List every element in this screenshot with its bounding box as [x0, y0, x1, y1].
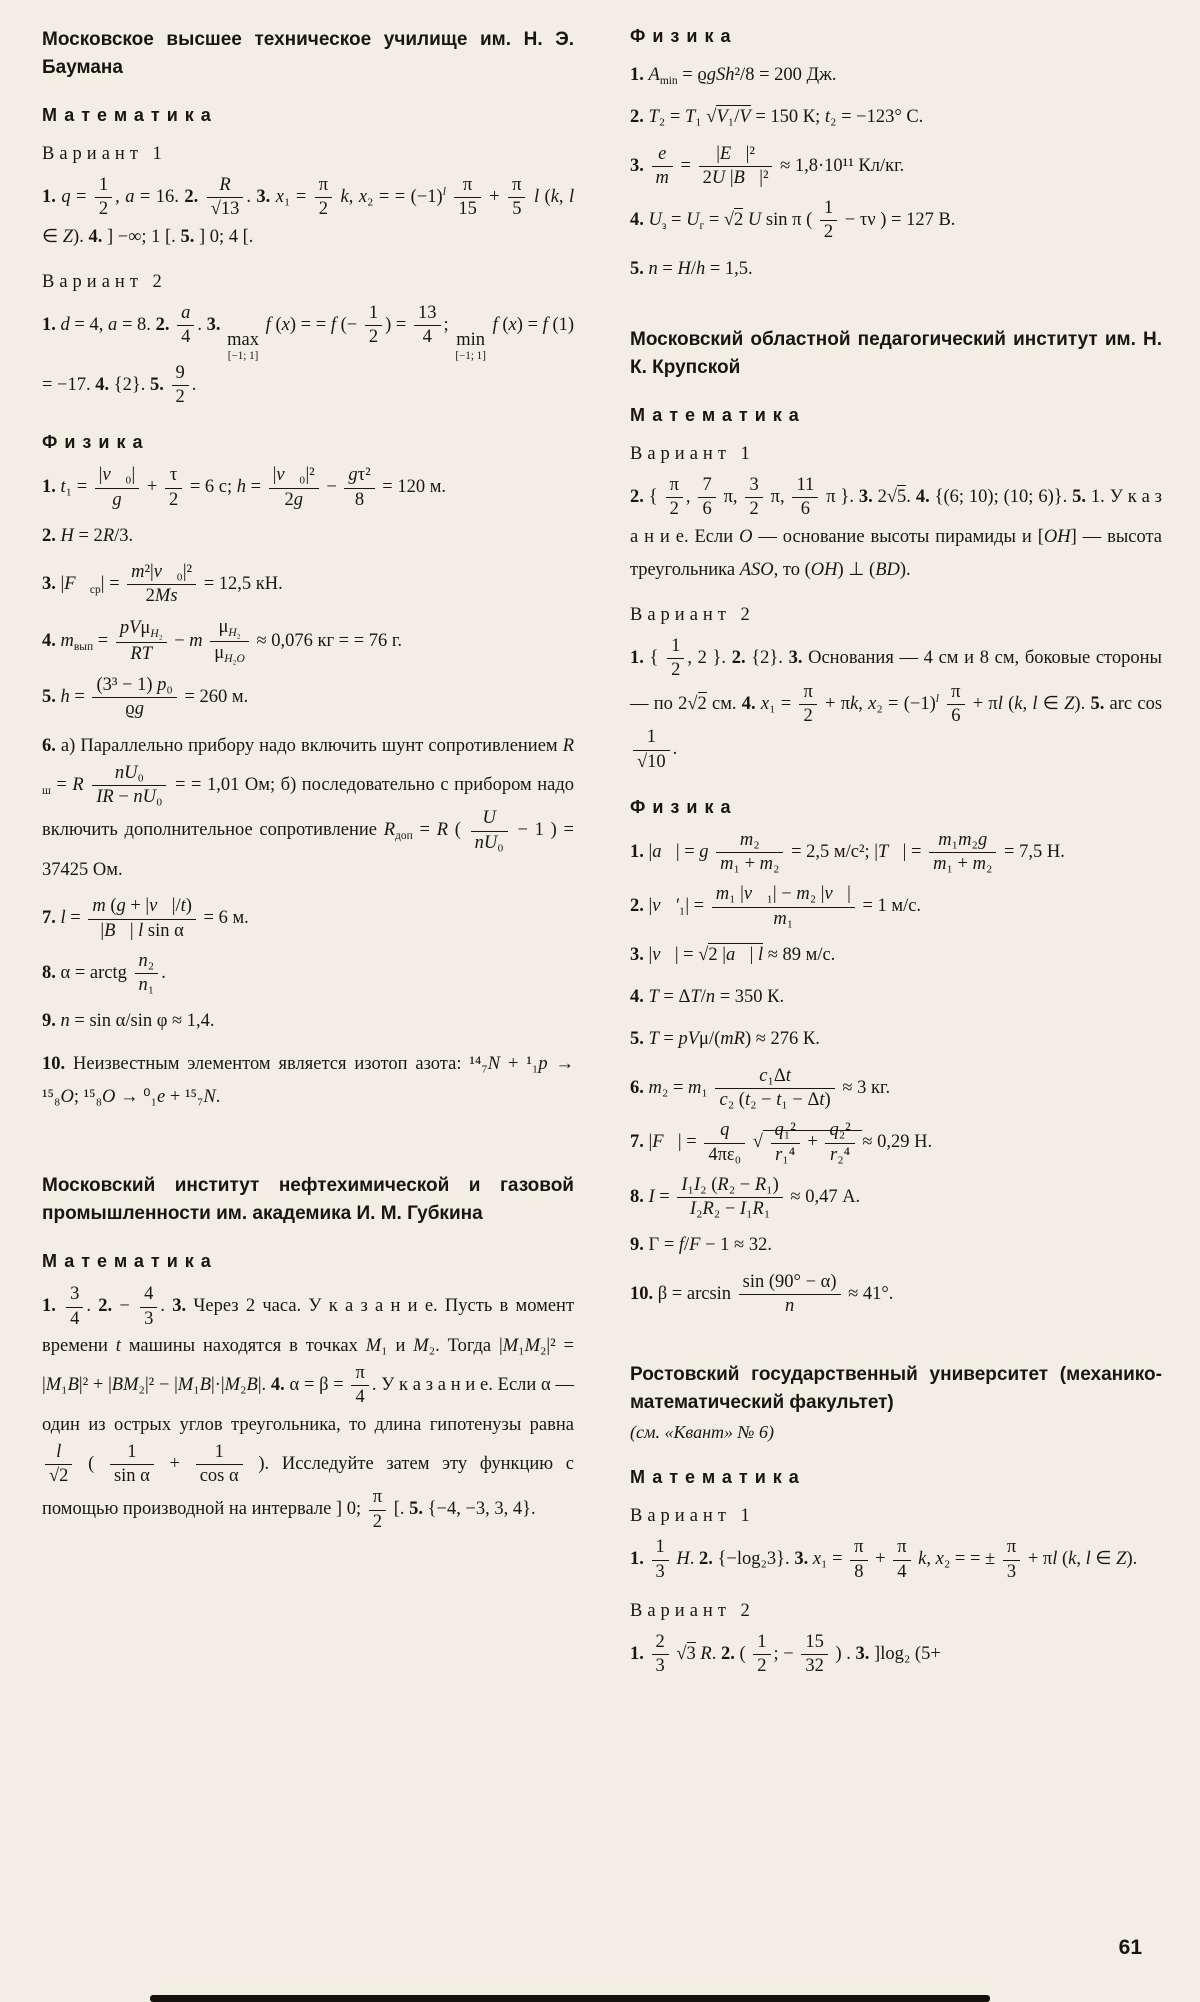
right-column — [630, 26, 1162, 1684]
answer-text: 2. { $\frac{\pi}{2}$ , $\frac{7}{6}$ π, $\frac{3}{2}$ π, $\frac{11}{6}$ π }. 3. 2√5. 4. {(6; 10); (10; 6)}. 5. 1. У к а з а н и е. Если O — основание высоты пирамиды и [OH] — высота треугольника ASO, то (OH) ⊥ (BD). — [630, 475, 1162, 580]
answer-text: 1. d = 4, a = 8. 2. $\frac{a}{4}$ . 3. max [−1; 1] f (x) = = f (− $\frac{1}{2}$ ) = $\frac{13}{4}$ ; min [−1; 1] f (x) = f (1) = −17. 4. {2}. 5. $\frac{9}{2}$ . — [42, 302, 575, 408]
answer-text: 9. n = sin α/sin φ ≈ 1,4. — [42, 1011, 215, 1032]
variant-heading: Вариант 1 — [630, 444, 755, 465]
answer-text: 4. mвып = $\frac{\text{pVμH₂}}{RT}$ − m $\frac{\text{μH₂}}{\text{μH₂O}}$ ≈ 0,076 кг = = 76 г. — [42, 616, 403, 665]
scan-edge-artifact — [150, 1995, 990, 2002]
institute-heading: Московский областной педагогический институт им. Н. К. Крупской — [630, 328, 1162, 378]
subject-heading: Математика — [630, 1467, 806, 1488]
variant-heading: Вариант 1 — [630, 1506, 755, 1527]
answer-text: 3. $\frac{e}{m}$ = $\frac{\text{|E⃗|²}}{\text{2U |B⃗|²}}$ ≈ 1,8·10¹¹ Кл/кг. — [630, 143, 905, 188]
variant-heading: Вариант 2 — [630, 1600, 755, 1621]
subject-heading: Математика — [42, 1251, 218, 1272]
answer-text: 5. n = H/h = 1,5. — [630, 258, 753, 279]
institute-heading: Московское высшее техническое училище им. Н. Э. Баумана — [42, 29, 574, 78]
variant-heading: Вариант 1 — [42, 144, 167, 165]
answer-text: 5. h = $\frac{\text{(3³ − 1) p₀}}{ϱg}$ = 260 м. — [42, 675, 249, 720]
variant-heading: Вариант 2 — [630, 605, 755, 626]
subject-heading: Математика — [42, 105, 218, 126]
answer-text: 1. { $\frac{1}{2}$ , 2 }. 2. {2}. 3. Основания — 4 см и 8 см, боковые стороны — по 2√2 см. 4. x₁ = $\frac{\pi}{2}$ + πk, x₂ = (−1)l $\frac{\pi}{6}$ + πl (k, l ∈ Z). 5. arc cos $\frac{1}{√10}$ . — [630, 636, 1163, 772]
two-column-layout — [42, 26, 1162, 1684]
subject-heading: Математика — [630, 405, 806, 426]
answer-text: 7. l = $\frac{m (g + |v⃗|/t)}{\text{|B⃗| l sin α}}$ = 6 м. — [42, 896, 249, 941]
answer-text: 1. $\frac{1}{3}$ H. 2. {−log₂3}. 3. x₁ = $\frac{\pi}{8}$ + $\frac{\pi}{4}$ k, x₂ = = ± $\frac{\pi}{3}$ + πl (k, l ∈ Z). — [630, 1537, 1138, 1582]
answer-text: 9. Г = f/F − 1 ≈ 32. — [630, 1235, 772, 1256]
answer-text: 10. β = arcsin $\frac{\sin (90^\circ - \alpha)}{n}$ ≈ 41°. — [630, 1271, 894, 1316]
answer-text: 6. а) Параллельно прибору надо включить шунт сопротивлением Rш = R $\frac{\text{nU₀}}{\text{IR − nU₀}}$ = = 1,01 Ом; б) последовательно с прибором надо включить дополнительное сопротивление Rдоп = R ( $\frac{U}{\text{nU₀}}$ − 1 ) = 37425 Ом. — [42, 735, 574, 880]
answer-text: 5. T = pVμ/(mR) ≈ 276 К. — [630, 1029, 820, 1050]
reference-note: (см. «Квант» № 6) — [630, 1422, 775, 1443]
answer-text: 3. |F⃗ср| = $\frac{\text{m²|v⃗₀|²}}{2Ms}$ = 12,5 кН. — [42, 562, 283, 607]
variant-heading: Вариант 2 — [42, 271, 167, 292]
answer-text: 2. H = 2R/3. — [42, 525, 134, 546]
subject-heading: Физика — [630, 26, 738, 46]
answer-text: 1. $\frac{2}{3}$ √3 R. 2. ( $\frac{1}{2}$ ; − $\frac{15}{32}$ ) . 3. ]log₂ (5+ — [630, 1631, 941, 1677]
answer-text: 4. Uз = Uг = √2 U sin π ( $\frac{1}{2}$ − τν ) = 127 В. — [630, 198, 956, 243]
institute-heading: Ростовский государственный университет (механико-математический факультет) — [630, 1364, 1162, 1413]
subject-heading: Физика — [42, 432, 150, 453]
answer-text: 4. T = ΔT/n = 350 К. — [630, 987, 785, 1008]
answer-text: 2. |v⃗′₁| = $\frac{\text{m₁ |v⃗₁| − m₂ |v⃗|}}{\text{m₁}}$ = 1 м/с. — [630, 884, 922, 929]
institute-heading: Московский институт нефтехимической и газовой промышленности им. академика И. М. Губкина — [42, 1175, 574, 1224]
answer-text: 8. I = $\frac{\text{I₁I₂ (R₂ − R₁)}}{\text{I₂R₂ − I₁R₁}}$ ≈ 0,47 А. — [630, 1174, 861, 1220]
left-column — [42, 26, 574, 1684]
answer-text: 1. Amin = ϱgSh²/8 = 200 Дж. — [630, 65, 837, 87]
answer-text: 10. Неизвестным элементом является изотоп азота: ¹⁴₇N + ¹₁p → ¹⁵₈O; ¹⁵₈O → ⁰₁e + ¹⁵₇N. — [42, 1053, 574, 1107]
page-number: 61 — [1118, 1936, 1142, 1959]
answer-text: 7. |F⃗| = $\frac{q}{\text{4πε₀}}$ √ $\frac{\text{q₁²}}{\text{r₁⁴}}$ + $\frac{\text{q₂²}}{\text{r₂⁴}}$ ≈ 0,29 Н. — [630, 1120, 933, 1165]
answer-text: 1. q = $\frac{1}{2}$ , a = 16. 2. $\frac{R}{√13}$ . 3. x₁ = $\frac{\pi}{2}$ k, x₂ = = (−1)l $\frac{\pi}{15}$ + $\frac{\pi}{5}$ l (k, l ∈ Z). 4. ] −∞; 1 [. 5. ] 0; 4 [. — [42, 175, 575, 247]
answer-text: 8. α = arctg $\frac{\text{n₂}}{\text{n₁}}$ . — [42, 950, 166, 996]
answer-text: 1. t₁ = $\frac{\text{|v⃗₀|}}{g}$ + $\frac{\tau}{2}$ = 6 с; h = $\frac{\text{|v⃗₀|²}}{2g}$ − $\frac{\text{gτ²}}{8}$ = 120 м. — [42, 465, 447, 510]
answer-text: 6. m₂ = m₁ $\frac{\text{c₁Δt}}{\text{c₂ (t₂ − t₁ − Δt)}}$ ≈ 3 кг. — [630, 1065, 891, 1110]
answer-text: 2. T₂ = T₁ √V₁/V = 150 К; t₂ = −123° С. — [630, 107, 924, 128]
answer-text: 1. $\frac{3}{4}$ . 2. − $\frac{4}{3}$ . 3. Через 2 часа. У к а з а н и е. Пусть в момент времени t машины находятся в точках M₁ и M₂. Тогда |M₁M₂|² = |M₁B|² + |BM₂|² − |M₁B|·|M₂B|. 4. α = β = $\frac{\pi}{4}$ . У к а з а н и е. Если α — один из острых углов треугольника, то длина гипотенузы равна $\frac{l}{√2}$ ( $\frac{1}{\text{sin α}}$ + $\frac{1}{\text{cos α}}$ ). Исследуйте затем эту функцию с помощью производной на интервале ] 0; $\frac{\pi}{2}$ [. 5. {−4, −3, 3, 4}. — [42, 1284, 575, 1532]
answer-text: 3. |v⃗| = √2 |a⃗| l ≈ 89 м/с. — [630, 944, 836, 965]
answer-text: 1. |a⃗| = g $\frac{\text{m₂}}{\text{m₁ + m₂}}$ = 2,5 м/с²; |T⃗| = $\frac{\text{m₁m₂g}}{\text{m₁ + m₂}}$ = 7,5 Н. — [630, 829, 1065, 875]
subject-heading: Физика — [630, 796, 738, 817]
